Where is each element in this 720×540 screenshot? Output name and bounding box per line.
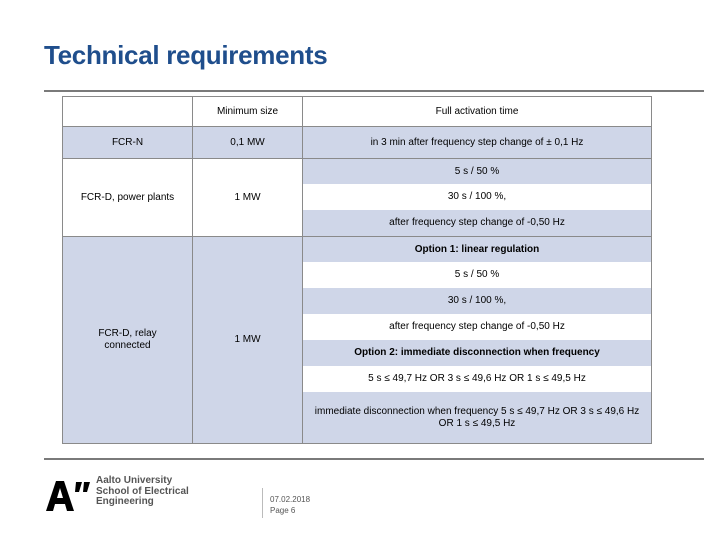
footer-page: Page 6 xyxy=(270,506,296,515)
activation-line: 30 s / 100 %, xyxy=(447,191,507,202)
header-activation: Full activation time xyxy=(435,105,519,117)
row-type-label: FCR-D, power plants xyxy=(80,191,175,203)
activation-line: 5 s / 50 % xyxy=(454,165,500,177)
activation-line: Option 1: linear regulation xyxy=(414,243,540,255)
row-fcr-n-activation xyxy=(302,126,652,158)
university-name xyxy=(96,476,189,508)
university-line: Engineering xyxy=(96,496,154,507)
activation-line: Option 2: immediate disconnection when frequency xyxy=(354,347,600,358)
activation-line: 5 s ≤ 49,7 Hz OR 3 s ≤ 49,6 Hz OR 1 s ≤ 49,5 Hz xyxy=(368,373,586,384)
header-min-size: Minimum size xyxy=(216,105,279,117)
bottom-divider xyxy=(44,458,704,460)
activation-line: 30 s / 100 %, xyxy=(447,295,507,306)
activation-line: immediate disconnection when frequency 5 s ≤ 49,7 Hz OR 3 s ≤ 49,6 Hz OR 1 s ≤ 49,5 Hz xyxy=(314,405,640,429)
activation-line: 5 s / 50 % xyxy=(454,269,500,280)
min-size-value: 0,1 MW xyxy=(230,136,265,148)
row-fcr-d-relay-min-size xyxy=(192,236,302,444)
top-divider xyxy=(44,90,704,92)
activation-line-cell xyxy=(302,288,652,314)
activation-line-cell xyxy=(302,158,652,184)
header-empty-cell xyxy=(62,96,192,126)
activation-line-cell xyxy=(302,340,652,366)
activation-line: after frequency step change of -0,50 Hz xyxy=(389,321,565,332)
row-fcr-d-power-type xyxy=(62,158,192,236)
requirements-table xyxy=(62,96,652,444)
row-fcr-d-relay-type xyxy=(62,236,192,444)
activation-line-cell xyxy=(302,366,652,392)
row-type-label: FCR-D, relay connected xyxy=(98,328,157,351)
min-size-value: 1 MW xyxy=(234,334,261,345)
activation-line-cell xyxy=(302,314,652,340)
footer-separator xyxy=(262,488,263,518)
row-fcr-n-min-size xyxy=(192,126,302,158)
activation-line: in 3 min after frequency step change of ± 0,1 Hz xyxy=(370,136,584,148)
footer-date: 07.02.2018 xyxy=(270,495,311,504)
activation-line-cell xyxy=(302,236,652,262)
university-line: School of Electrical xyxy=(96,485,189,497)
university-line: Aalto University xyxy=(96,475,173,486)
footer-meta xyxy=(270,494,310,516)
min-size-value: 1 MW xyxy=(234,191,261,203)
header-min-size-cell xyxy=(192,96,302,126)
header-activation-cell xyxy=(302,96,652,126)
activation-line: after frequency step change of -0,50 Hz xyxy=(389,217,565,228)
row-fcr-d-power-min-size xyxy=(192,158,302,236)
activation-line-cell xyxy=(302,210,652,236)
slide-title: Technical requirements xyxy=(44,40,328,70)
row-type-label: FCR-N xyxy=(111,136,144,148)
activation-line-cell xyxy=(302,262,652,288)
row-fcr-n-type xyxy=(62,126,192,158)
activation-line-cell xyxy=(302,392,652,444)
activation-line-cell xyxy=(302,184,652,210)
aalto-logo-icon xyxy=(44,480,92,512)
